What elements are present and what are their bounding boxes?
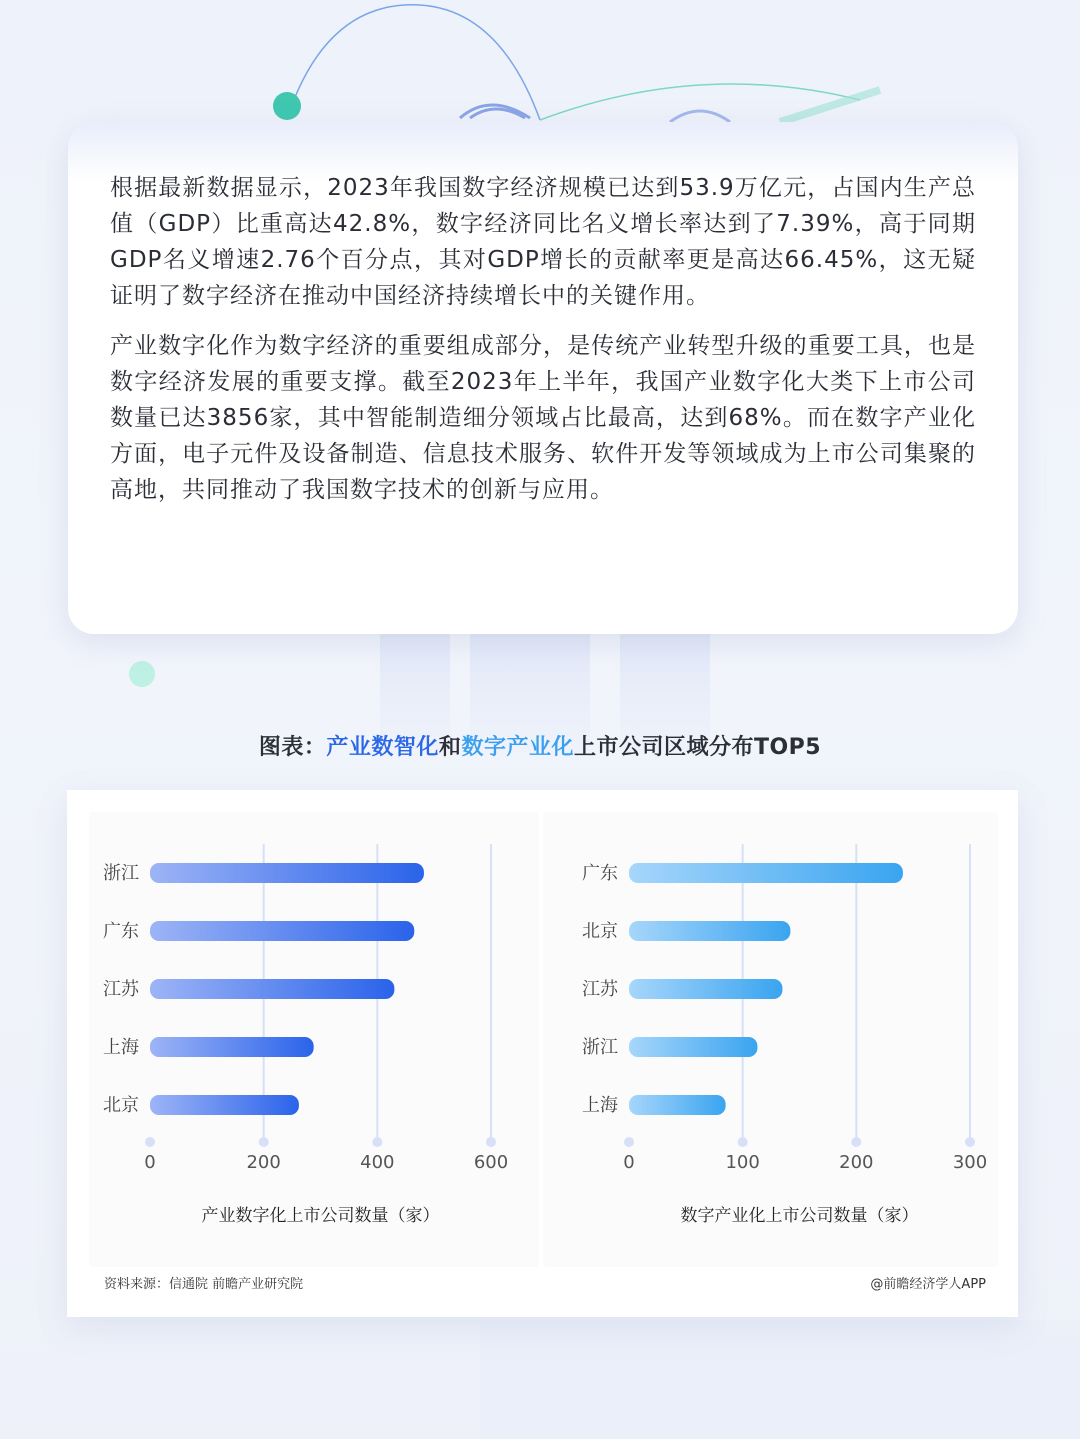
tick-dot-left	[486, 1137, 496, 1147]
bar-right	[629, 1037, 757, 1057]
tick-label-right: 0	[623, 1152, 635, 1173]
chart-title-prefix: 图表：	[258, 735, 327, 760]
x-axis-title-left: 产业数字化上市公司数量（家）	[201, 1206, 440, 1226]
tick-dot-right	[851, 1137, 861, 1147]
decor-dot	[273, 92, 301, 120]
tick-dot-right	[624, 1137, 634, 1147]
category-label-left: 浙江	[103, 863, 139, 884]
decor-dot	[129, 661, 155, 687]
tick-label-left: 200	[246, 1152, 281, 1173]
bar-left	[150, 1037, 314, 1057]
bar-right	[629, 921, 790, 941]
category-label-right: 浙江	[582, 1037, 618, 1058]
tick-dot-left	[259, 1137, 269, 1147]
bar-right	[629, 863, 903, 883]
decor-streak	[780, 90, 880, 122]
chart-title-suffix: 上市公司区域分布TOP5	[573, 735, 822, 760]
chart-title	[0, 730, 1080, 761]
tick-dot-left	[372, 1137, 382, 1147]
bar-right	[629, 979, 782, 999]
chart-title-highlight-2: 数字产业化	[461, 735, 574, 760]
tick-dot-right	[965, 1137, 975, 1147]
bar-right	[629, 1095, 726, 1115]
tick-label-right: 100	[725, 1152, 760, 1173]
chart-title-connector: 和	[438, 735, 462, 760]
article-paragraph-1: 根据最新数据显示，2023年我国数字经济规模已达到53.9万亿元，占国内生产总值（GDP）比重高达42.8%，数字经济同比名义增长率达到了7.39%，高于同期GDP名义增速2.76个百分点，其对GDP增长的贡献率更是高达66.45%，这无疑证明了数字经济在推动中国经济持续增长中的关键作用。	[110, 175, 976, 309]
category-label-right: 北京	[582, 921, 618, 942]
tick-label-left: 600	[473, 1152, 509, 1173]
decor-arc	[290, 5, 540, 120]
category-label-right: 江苏	[582, 979, 618, 1000]
chart-title-highlight-1: 产业数智化	[326, 735, 439, 760]
charts-svg	[67, 790, 1018, 1317]
category-label-left: 江苏	[103, 979, 139, 1000]
bar-left	[150, 921, 414, 941]
tick-label-left: 0	[144, 1152, 156, 1173]
decor-ripple	[670, 111, 730, 122]
x-axis-title-right: 数字产业化上市公司数量（家）	[680, 1206, 919, 1226]
tick-label-left: 400	[360, 1152, 395, 1173]
bar-left	[150, 1095, 299, 1115]
tick-dot-right	[738, 1137, 748, 1147]
bar-left	[150, 979, 394, 999]
chart-panel	[67, 790, 1018, 1317]
credit-note: @前瞻经济学人APP	[870, 1277, 986, 1292]
bar-left	[150, 863, 424, 883]
category-label-right: 上海	[582, 1095, 618, 1116]
article-paragraph-2: 产业数字化作为数字经济的重要组成部分，是传统产业转型升级的重要工具，也是数字经济发展的重要支撑。截至2023年上半年，我国产业数字化大类下上市公司数量已达3856家，其中智能制造细分领域占比最高，达到68%。而在数字产业化方面，电子元件及设备制造、信息技术服务、软件开发等领域成为上市公司集聚的高地，共同推动了我国数字技术的创新与应用。	[110, 333, 976, 503]
tick-label-right: 200	[839, 1152, 874, 1173]
article-card	[68, 122, 1018, 634]
decor-floor	[480, 1320, 1080, 1439]
category-label-left: 广东	[103, 921, 139, 942]
category-label-left: 北京	[103, 1095, 139, 1116]
category-label-left: 上海	[103, 1037, 139, 1058]
source-note: 资料来源：信通院 前瞻产业研究院	[104, 1277, 304, 1292]
tick-label-right: 300	[952, 1152, 988, 1173]
category-label-right: 广东	[582, 863, 618, 884]
tick-dot-left	[145, 1137, 155, 1147]
